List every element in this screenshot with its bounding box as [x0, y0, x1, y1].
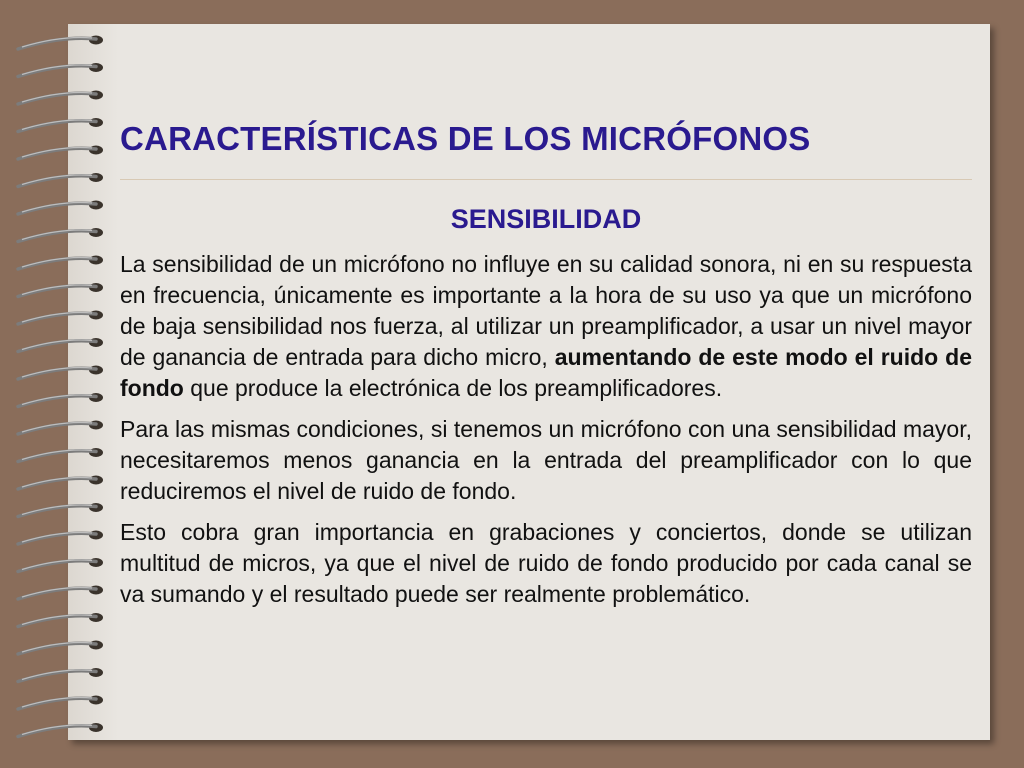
spiral-ring-icon	[18, 448, 103, 462]
spiral-ring-icon	[18, 311, 103, 325]
spiral-ring-icon	[18, 531, 103, 545]
spiral-ring-icon	[18, 668, 103, 682]
spiral-ring-icon	[18, 201, 103, 215]
spiral-ring-icon	[18, 696, 103, 710]
spiral-ring-icon	[18, 476, 103, 490]
spiral-ring-icon	[18, 36, 103, 50]
paragraph-1-text-a: La sensibilidad de un micrófono no influye en su calidad sonora, ni en su respuesta en frecuencia, únicamente es importante a la hora de su uso ya que un micrófono de baja sensibilidad nos fuerza, al utilizar un preamplificador, a usar un nivel mayor de ganancia de entrada para dicho micro,	[120, 251, 972, 370]
title-divider	[120, 179, 972, 180]
spiral-ring-icon	[18, 283, 103, 297]
spiral-ring-icon	[18, 613, 103, 627]
page-title: CARACTERÍSTICAS DE LOS MICRÓFONOS	[120, 120, 811, 157]
spiral-ring-icon	[18, 641, 103, 655]
spiral-ring-icon	[18, 91, 103, 105]
spiral-binding-icon	[0, 0, 120, 768]
spiral-ring-icon	[18, 228, 103, 242]
spiral-ring-icon	[18, 63, 103, 77]
paragraph-2: Para las mismas condiciones, si tenemos un micrófono con una sensibilidad mayor, necesitaremos menos ganancia en la entrada del preamplificador con lo que reduciremos el nivel de ruido de fondo.	[120, 416, 972, 504]
spiral-ring-icon	[18, 256, 103, 270]
spiral-ring-icon	[18, 338, 103, 352]
body-text	[120, 249, 972, 620]
spiral-ring-icon	[18, 586, 103, 600]
section-subtitle: SENSIBILIDAD	[450, 204, 642, 234]
spiral-ring-icon	[18, 366, 103, 380]
spiral-ring-icon	[18, 393, 103, 407]
paragraph-1	[120, 249, 972, 404]
spiral-ring-icon	[18, 173, 103, 187]
spiral-ring-icon	[18, 118, 103, 132]
spiral-ring-icon	[18, 146, 103, 160]
paragraph-3: Esto cobra gran importancia en grabaciones y conciertos, donde se utilizan multitud de micros, ya que el nivel de ruido de fondo producido por cada canal se va sumando y el resultado puede ser realmente problemático.	[120, 519, 972, 607]
paragraph-1-bold: aumentando de este modo el ruido de fondo	[120, 344, 972, 401]
spiral-ring-icon	[18, 503, 103, 517]
spiral-ring-icon	[18, 421, 103, 435]
spiral-ring-icon	[18, 558, 103, 572]
paragraph-1-text-b: que produce la electrónica de los preamplificadores.	[183, 375, 723, 401]
spiral-ring-icon	[18, 723, 103, 737]
